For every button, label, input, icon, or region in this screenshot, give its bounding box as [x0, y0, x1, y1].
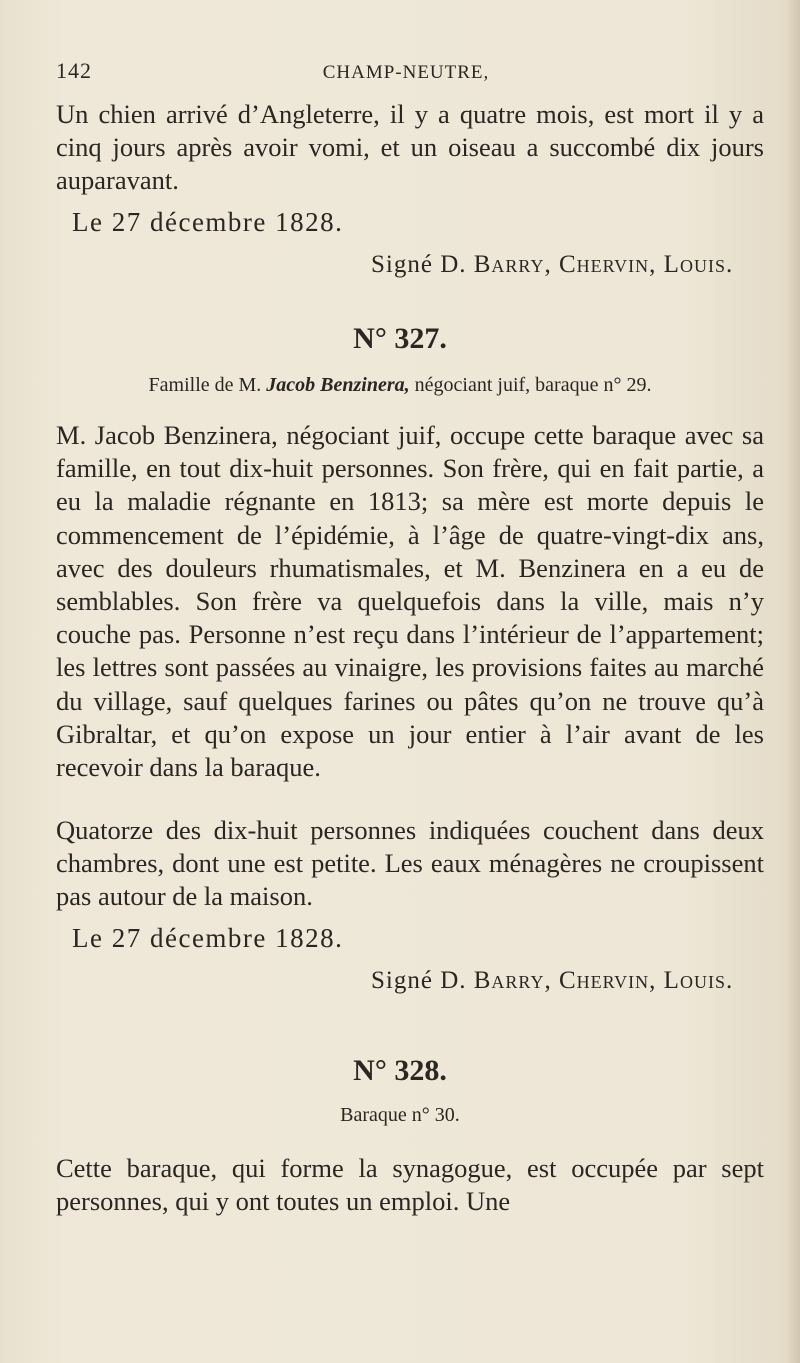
entry-number-328: N° 328. — [353, 1054, 447, 1087]
subtitle-prefix: Famille de M. — [148, 374, 262, 396]
date-line: Le 27 décembre 1828. — [72, 923, 344, 953]
signature-line — [371, 251, 733, 279]
paragraph-text: M. Jacob Benzinera, négociant juif, occupe cette baraque avec sa famille, en tout dix-huit personnes. Son frère, qui en fait partie, a eu la maladie régnante en 1813; sa mère est morte depuis le commencement de l’épidémie, à l’âge de quatre-vingt-dix ans, avec des douleurs rhumatismales, et M. Benzinera en a eu de semblables. Son frère va quelquefois dans la ville, mais n’y couche pas. Personne n’est reçu dans l’intérieur de l’appartement; les lettres sont passées au vinaigre, les provisions faites au marché du village, sauf quelques farines ou pâtes qu’on ne trouve qu’à Gibraltar, et qu’on expose un jour entier à l’air avant de les recevoir dans la baraque. — [56, 420, 764, 783]
paragraph-dog-bird — [56, 98, 764, 198]
subtitle-name: Jacob Benzinera, — [266, 374, 410, 396]
paragraph-text: Un chien arrivé d’Angleterre, il y a quatre mois, est mort il y a cinq jours après avoir vomi, et un oiseau a succombé dix jours auparavant. — [56, 99, 764, 196]
signed-names: D. Barry, Chervin, Louis. — [440, 251, 734, 278]
date-line: Le 27 décembre 1828. — [72, 207, 344, 237]
signature-line — [371, 967, 733, 995]
running-head: CHAMP-NEUTRE, — [322, 62, 490, 83]
paragraph-benzinera — [56, 419, 764, 784]
page-edge-shadow — [786, 0, 800, 1363]
page-header — [56, 58, 756, 98]
signed-prefix: Signé — [371, 967, 433, 994]
page-number: 142 — [56, 58, 92, 83]
entry-number-327: N° 327. — [353, 322, 447, 355]
paragraph-synagogue — [56, 1152, 764, 1218]
entry-subtitle-327 — [0, 374, 800, 397]
paragraph-text: Cette baraque, qui forme la synagogue, est occupée par sept personnes, qui y ont toutes un emploi. Une — [56, 1153, 764, 1217]
signed-prefix: Signé — [371, 251, 433, 278]
subtitle-suffix: négociant juif, baraque n° 29. — [414, 374, 652, 396]
paragraph-chambres — [56, 814, 764, 914]
signed-names: D. Barry, Chervin, Louis. — [440, 967, 734, 994]
entry-subtitle-328: Baraque n° 30. — [340, 1104, 460, 1126]
paragraph-text: Quatorze des dix-huit personnes indiquées couchent dans deux chambres, dont une est petite. Les eaux ménagères ne croupissent pas autour de la maison. — [56, 815, 764, 912]
